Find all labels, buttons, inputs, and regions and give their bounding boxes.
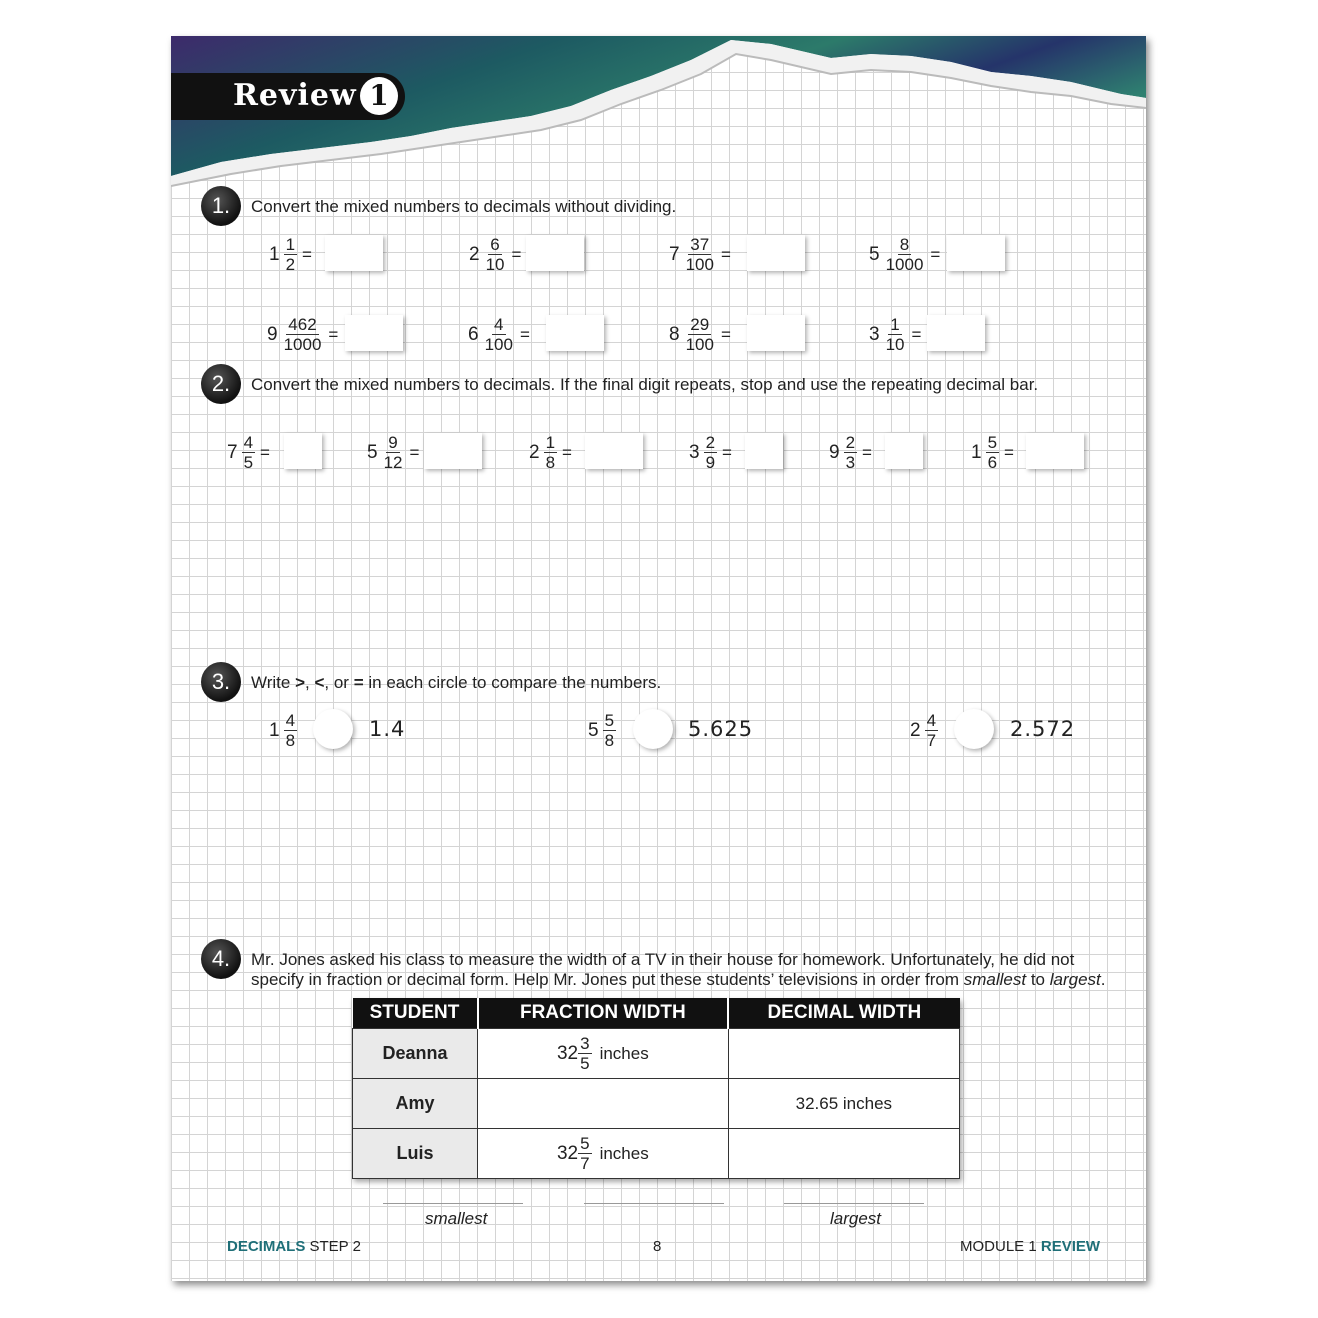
review-title-tag [171,73,405,120]
q2-answer-box-4[interactable] [745,433,783,469]
fraction-width-cell[interactable] [478,1079,729,1129]
review-number-badge: 1 [360,77,398,115]
q2-item-2: 5 $\frac{9}{12}$ = [367,433,420,472]
worksheet-page [171,36,1146,1281]
q1-item-7: 8 $\frac{29}{100}$ = [669,315,731,354]
q2-answer-box-5[interactable] [885,433,923,469]
q3-compare-value-3: 2.572 [1010,717,1076,741]
page-number: 8 [653,1238,662,1255]
question-2-badge: 2. [201,364,241,404]
column-header: DECIMAL WIDTH [728,998,959,1029]
q1-item-5: 9 $\frac{462}{1000}$ = [267,315,339,354]
order-line-3[interactable] [784,1203,924,1204]
question-3-instruction: Write >, <, or = in each circle to compare the numbers. [251,673,662,692]
q1-item-1: 1 $\frac{1}{2}$ = [269,235,312,274]
student-name: Luis [353,1129,478,1179]
column-header: FRACTION WIDTH [478,998,729,1029]
q2-item-1: 7 $\frac{4}{5}$ = [227,433,270,472]
q3-compare-value-2: 5.625 [688,717,754,741]
decimal-width-cell[interactable] [728,1029,959,1079]
q2-answer-box-6[interactable] [1026,433,1084,469]
question-1-instruction: Convert the mixed numbers to decimals without dividing. [251,197,677,216]
q1-item-4: 5 $\frac{8}{1000}$ = [869,235,941,274]
table-row [353,1129,960,1179]
q1-answer-box-7[interactable] [747,315,805,351]
table-row [353,1079,960,1129]
tv-width-table [352,998,960,1179]
student-name: Deanna [353,1029,478,1079]
fraction-width-cell: 32 $\frac{5}{7}$ inches [478,1129,729,1179]
q3-compare-circle-1[interactable] [313,709,353,749]
q2-item-3: 2 $\frac{1}{8}$ = [529,433,572,472]
q2-item-4: 3 $\frac{2}{9}$ = [689,433,732,472]
q2-item-5: 9 $\frac{2}{3}$ = [829,433,872,472]
q1-answer-box-3[interactable] [747,235,805,271]
review-title: Review [233,78,357,113]
q1-answer-box-5[interactable] [345,315,403,351]
q1-answer-box-1[interactable] [325,235,383,271]
q2-answer-box-2[interactable] [424,433,482,469]
q3-compare-circle-2[interactable] [633,709,673,749]
q2-item-6: 1 $\frac{5}{6}$ = [971,433,1014,472]
order-label-largest: largest [830,1209,882,1228]
question-2-instruction: Convert the mixed numbers to decimals. If the final digit repeats, stop and use the repeating decimal bar. [251,375,1039,394]
question-4-line-2: specify in fraction or decimal form. Help Mr. Jones put these students’ televisions in order from smallest to largest. [251,970,1106,989]
table-row [353,1029,960,1079]
q1-answer-box-8[interactable] [927,315,985,351]
decimal-width-cell[interactable] [728,1129,959,1179]
q1-item-3: 7 $\frac{37}{100}$ = [669,235,731,274]
question-4-badge: 4. [201,939,241,979]
q2-answer-box-1[interactable] [284,433,322,469]
q1-answer-box-2[interactable] [526,235,584,271]
order-label-smallest: smallest [425,1209,488,1228]
order-line-1[interactable] [383,1203,523,1204]
q2-answer-box-3[interactable] [585,433,643,469]
order-line-2[interactable] [584,1203,724,1204]
q3-compare-circle-3[interactable] [954,709,994,749]
q3-item-1: 1 $\frac{4}{8}$ [269,711,296,750]
column-header: STUDENT [353,998,478,1029]
q3-compare-value-1: 1.4 [369,717,406,741]
question-1-badge: 1. [201,186,241,226]
q3-item-2: 5 $\frac{5}{8}$ [588,711,615,750]
student-name: Amy [353,1079,478,1129]
question-3-badge: 3. [201,662,241,702]
q3-item-3: 2 $\frac{4}{7}$ [910,711,937,750]
footer-book-title: DECIMALS STEP 2 [227,1238,361,1255]
q1-item-8: 3 $\frac{1}{10}$ = [869,315,922,354]
decimal-width-cell: 32.65 inches [728,1079,959,1129]
table-header-row [353,998,960,1029]
q1-item-6: 6 $\frac{4}{100}$ = [468,315,530,354]
fraction-width-cell: 32 $\frac{3}{5}$ inches [478,1029,729,1079]
q1-answer-box-4[interactable] [947,235,1005,271]
footer-module-label: MODULE 1 REVIEW [960,1238,1101,1255]
question-4-line-1: Mr. Jones asked his class to measure the width of a TV in their house for homework. Unfortunately, he did not [251,950,1075,969]
q1-item-2: 2 $\frac{6}{10}$ = [469,235,522,274]
q1-answer-box-6[interactable] [546,315,604,351]
